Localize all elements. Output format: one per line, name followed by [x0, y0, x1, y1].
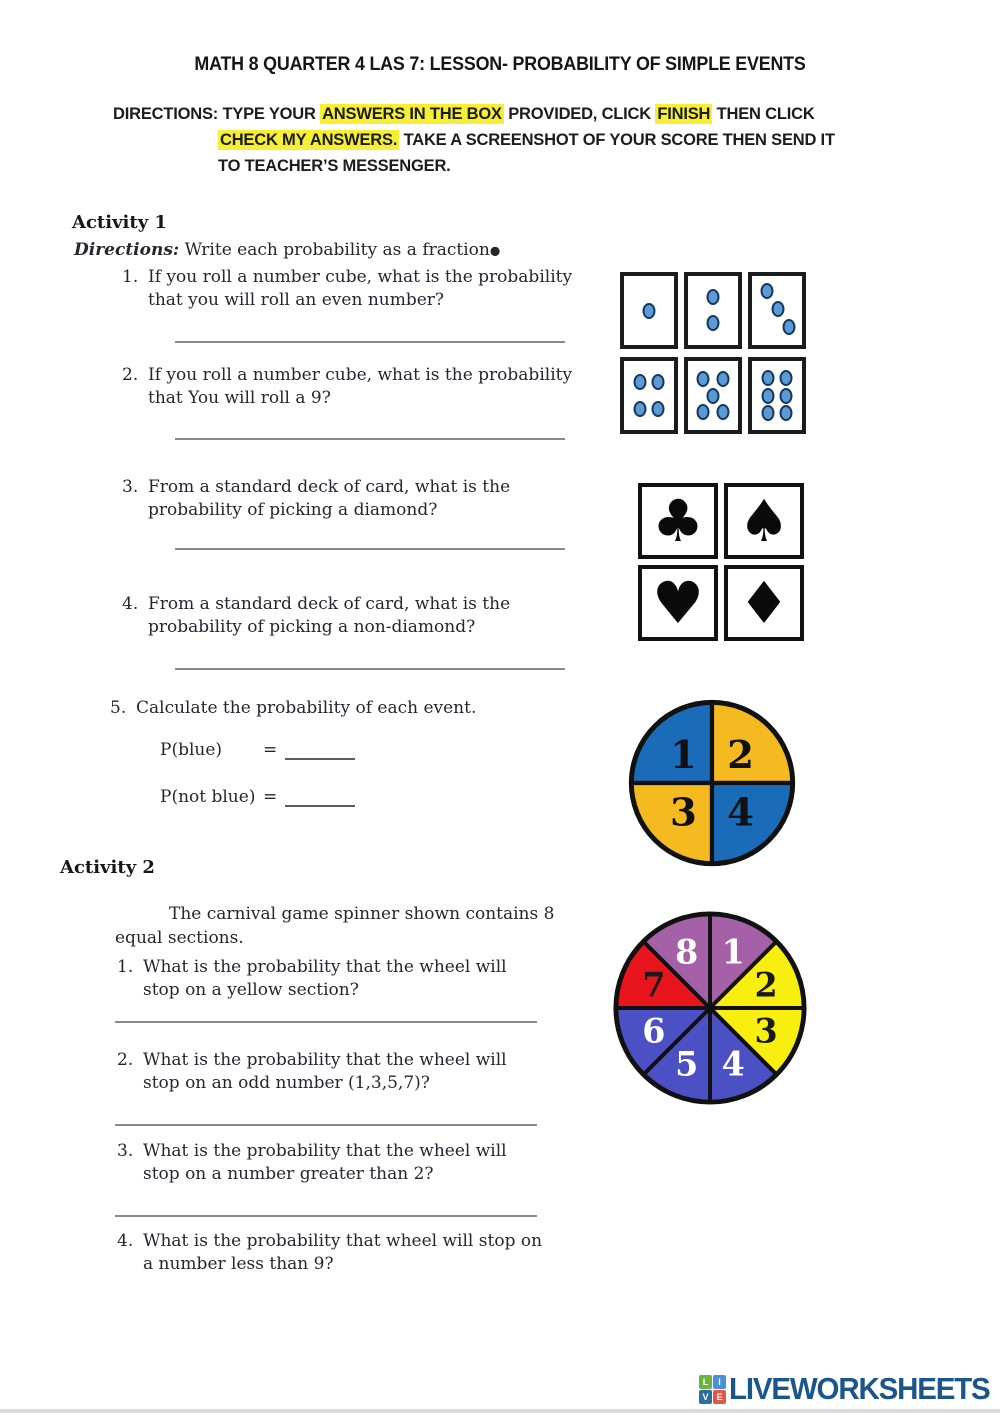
logo-tile-e: E	[713, 1390, 726, 1404]
die-pip	[697, 404, 710, 420]
spinner4-label-2: 2	[727, 732, 755, 778]
die-pip	[762, 370, 775, 386]
activity2-heading: Activity 2	[60, 857, 155, 878]
question-text: Calculate the probability of each event.	[136, 698, 477, 718]
heart-card	[638, 565, 718, 641]
spinner8-label-6: 6	[642, 1011, 666, 1051]
die-pip	[780, 388, 793, 404]
activity1-question-4	[122, 593, 600, 639]
directions-text-segment: : TYPE YOUR	[212, 105, 321, 123]
card-suits-grid	[638, 483, 804, 641]
directions-text-segment: TO TEACHER’S MESSENGER.	[218, 157, 451, 175]
die-pip	[772, 301, 785, 317]
die-3	[748, 272, 806, 349]
highlight-answers-in-the-box: ANSWERS IN THE BOX	[322, 105, 502, 123]
directions-text-segment: PROVIDED, CLICK	[503, 105, 656, 123]
question-text: From a standard deck of card, what is the probability of picking a non-diamond?	[148, 594, 511, 637]
bullet-icon: ●	[489, 243, 501, 258]
answer-line-a1-q1[interactable]	[175, 341, 565, 343]
die-pip	[643, 303, 656, 319]
spinner8-label-8: 8	[675, 932, 699, 972]
p-blue-label: P(blue)	[160, 740, 223, 760]
question-number: 3.	[117, 1141, 134, 1161]
die-pip	[707, 289, 720, 305]
spinner-8-sections	[612, 910, 808, 1106]
die-pip	[762, 388, 775, 404]
p-not-blue-answer-line[interactable]	[285, 790, 355, 807]
die-pip	[634, 401, 647, 417]
answer-line-a1-q3[interactable]	[175, 548, 565, 550]
directions-text-segment: TAKE A SCREENSHOT OF YOUR SCORE THEN SEND IT	[399, 131, 835, 149]
p-blue-answer-line[interactable]	[285, 743, 355, 760]
liveworksheets-wordmark: LIVEWORKSHEETS	[729, 1371, 990, 1406]
directions-paragraph	[113, 101, 978, 179]
die-pip	[707, 315, 720, 331]
question-number: 4.	[117, 1231, 134, 1251]
question-text: What is the probability that the wheel will stop on a number greater than 2?	[143, 1141, 507, 1184]
question-number: 5.	[110, 698, 127, 718]
die-pip	[634, 374, 647, 390]
spinner8-label-5: 5	[675, 1044, 699, 1084]
activity1-heading: Activity 1	[72, 212, 167, 233]
activity1-directions	[74, 240, 500, 260]
answer-line-a2-q2[interactable]	[115, 1124, 537, 1126]
logo-tile-i: I	[713, 1375, 726, 1389]
spinner8-label-4: 4	[721, 1044, 745, 1084]
equals-sign: =	[263, 740, 278, 760]
die-4	[620, 357, 678, 434]
logo-tile-l: L	[699, 1375, 712, 1389]
answer-line-a1-q4[interactable]	[175, 668, 565, 670]
die-pip	[780, 405, 793, 421]
heart-icon: ♥	[652, 569, 704, 637]
activity1-directions-text: Write each probability as a fraction	[179, 240, 490, 260]
activity2-question-2	[117, 1049, 543, 1095]
die-6	[748, 357, 806, 434]
question-number: 3.	[122, 477, 139, 497]
die-1	[620, 272, 678, 349]
question-number: 2.	[122, 365, 139, 385]
page-bottom-edge	[0, 1409, 1000, 1413]
club-icon: ♣	[652, 487, 704, 555]
liveworksheets-logo[interactable]	[699, 1371, 1000, 1407]
logo-tile-v: V	[699, 1390, 712, 1404]
activity2-intro: The carnival game spinner shown contains 8 equal sections.	[115, 904, 555, 948]
answer-line-a2-q3[interactable]	[115, 1215, 537, 1217]
die-5	[684, 357, 742, 434]
diamond-icon: ♦	[738, 569, 790, 637]
die-pip	[783, 319, 796, 335]
question-number: 1.	[122, 267, 139, 287]
p-blue-row	[160, 740, 355, 760]
activity2-question-4	[117, 1230, 543, 1276]
die-pip	[780, 370, 793, 386]
spinner-4-sections	[628, 699, 796, 867]
activity1-question-3	[122, 476, 600, 522]
die-pip	[707, 388, 720, 404]
activity1-question-2	[122, 364, 600, 410]
die-pip	[717, 371, 730, 387]
liveworksheets-icon	[699, 1375, 726, 1404]
p-not-blue-row	[160, 787, 355, 807]
directions-label: DIRECTIONS	[113, 105, 213, 123]
spade-card	[724, 483, 804, 559]
answer-line-a2-q1[interactable]	[115, 1021, 537, 1023]
equals-sign: =	[263, 787, 278, 807]
spinner4-label-3: 3	[669, 790, 697, 836]
spinner8-label-2: 2	[754, 965, 778, 1005]
spinner4-label-1: 1	[669, 732, 697, 778]
question-number: 1.	[117, 957, 134, 977]
spinner8-label-7: 7	[642, 965, 666, 1005]
diamond-card	[724, 565, 804, 641]
highlight-finish: FINISH	[657, 105, 711, 123]
spade-icon: ♠	[738, 487, 790, 555]
activity2-question-1	[117, 956, 543, 1002]
club-card	[638, 483, 718, 559]
die-pip	[652, 401, 665, 417]
die-pip	[717, 404, 730, 420]
die-2	[684, 272, 742, 349]
question-text: If you roll a number cube, what is the probability that You will roll a 9?	[148, 365, 573, 408]
spinner8-label-1: 1	[721, 932, 745, 972]
answer-line-a1-q2[interactable]	[175, 438, 565, 440]
spinner4-label-4: 4	[727, 790, 755, 836]
activity1-question-1	[122, 266, 600, 312]
directions-text-segment: THEN CLICK	[712, 105, 815, 123]
die-pip	[761, 283, 774, 299]
die-pip	[652, 374, 665, 390]
question-text: What is the probability that the wheel will stop on an odd number (1,3,5,7)?	[143, 1050, 507, 1093]
die-pip	[762, 405, 775, 421]
question-number: 2.	[117, 1050, 134, 1070]
activity1-directions-label: Directions:	[74, 240, 180, 260]
question-text: What is the probability that wheel will stop on a number less than 9?	[143, 1231, 543, 1274]
activity1-question-5	[110, 697, 606, 720]
spinner8-label-3: 3	[754, 1011, 778, 1051]
dice-grid	[620, 272, 806, 434]
highlight-check-my-answers: CHECK MY ANSWERS.	[220, 131, 398, 149]
question-text: If you roll a number cube, what is the probability that you will roll an even number?	[148, 267, 573, 310]
question-text: What is the probability that the wheel will stop on a yellow section?	[143, 957, 507, 1000]
question-text: From a standard deck of card, what is the probability of picking a diamond?	[148, 477, 511, 520]
die-pip	[697, 371, 710, 387]
activity2-question-3	[117, 1140, 543, 1186]
p-not-blue-label: P(not blue)	[160, 787, 256, 807]
page-title: MATH 8 QUARTER 4 LAS 7: LESSON- PROBABILITY OF SIMPLE EVENTS	[194, 54, 806, 75]
question-number: 4.	[122, 594, 139, 614]
